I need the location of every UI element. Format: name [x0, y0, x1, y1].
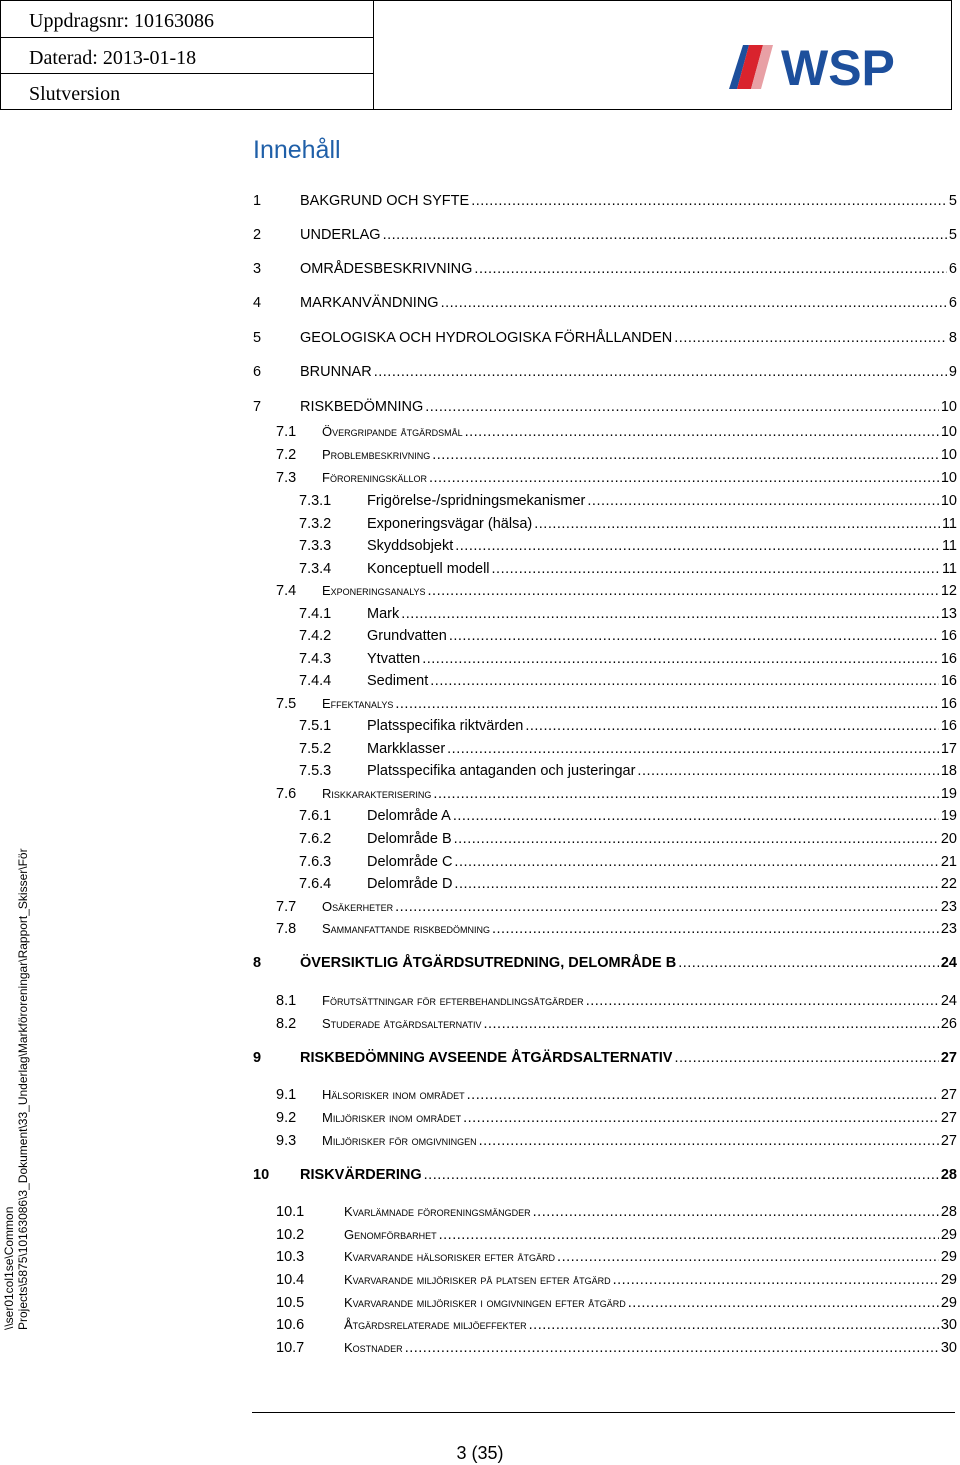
- toc-leader-dots: [628, 1292, 939, 1314]
- toc-leader-dots: [534, 513, 940, 535]
- toc-entry[interactable]: [276, 1269, 957, 1291]
- toc-entry-number: 7.5: [276, 696, 297, 712]
- toc-entry[interactable]: [276, 693, 957, 715]
- toc-entry[interactable]: [299, 625, 957, 647]
- toc-leader-dots: [465, 421, 939, 443]
- toc-entry-page: 30: [940, 1340, 957, 1356]
- toc-leader-dots: [395, 693, 939, 715]
- toc-entry-title: Delområde A: [367, 808, 451, 824]
- toc-entry-number: 7.5.1: [299, 718, 332, 734]
- toc-entry-number: 7.3.3: [299, 538, 332, 554]
- toc-entry-number: 7.3.2: [299, 516, 332, 532]
- toc-entry-page: 6: [948, 295, 957, 311]
- toc-entry-number: 10.4: [276, 1272, 305, 1288]
- toc-entry-page: 10: [940, 399, 957, 415]
- toc-entry[interactable]: [276, 1130, 957, 1152]
- toc-entry[interactable]: [276, 1084, 957, 1106]
- toc-entry-title: Platsspecifika antaganden och justeringar: [367, 763, 636, 779]
- toc-entry[interactable]: [276, 1337, 957, 1359]
- toc-entry-page: 27: [940, 1087, 957, 1103]
- toc-leader-dots: [467, 1084, 939, 1106]
- toc-entry-page: 10: [940, 470, 957, 486]
- toc-leader-dots: [447, 738, 939, 760]
- toc-entry-page: 10: [940, 447, 957, 463]
- toc-entry-number: 7.8: [276, 921, 297, 937]
- toc-entry-number: 10.3: [276, 1249, 305, 1265]
- toc-entry-page: 16: [940, 628, 957, 644]
- toc-entry-title: BAKGRUND OCH SYFTE: [300, 193, 470, 209]
- toc-entry[interactable]: [253, 224, 957, 246]
- toc-leader-dots: [586, 990, 939, 1012]
- toc-leader-dots: [429, 467, 939, 489]
- toc-entry-title: RISKBEDÖMNING AVSEENDE ÅTGÄRDSALTERNATIV: [300, 1050, 673, 1066]
- toc-entry-page: 30: [940, 1317, 957, 1333]
- toc-entry-title: Frigörelse-/spridningsmekanismer: [367, 493, 586, 509]
- toc-entry-page: 27: [940, 1050, 957, 1066]
- toc-entry-number: 10.5: [276, 1295, 305, 1311]
- toc-entry-title: Hälsorisker inom området: [322, 1087, 465, 1102]
- page-number: 3 (35): [456, 1443, 504, 1463]
- toc-entry-page: 24: [940, 955, 957, 971]
- toc-entry-number: 4: [253, 295, 262, 311]
- toc-entry-title: Mark: [367, 606, 400, 622]
- toc-entry-title: OMRÅDESBESKRIVNING: [300, 261, 473, 277]
- toc-entry-title: GEOLOGISKA OCH HYDROLOGISKA FÖRHÅLLANDEN: [300, 330, 673, 346]
- page-title: Innehåll: [253, 136, 341, 164]
- toc-entry[interactable]: [276, 580, 957, 602]
- toc-leader-dots: [454, 851, 938, 873]
- toc-entry[interactable]: [299, 873, 957, 895]
- toc-entry-number: 10.2: [276, 1227, 305, 1243]
- file-path-line: Projects\5875\10163086\3_Dokument\33_Underlag\Markföroreningar\Rapport_Skisser\För: [16, 848, 30, 1330]
- toc-entry-title: Riskkarakterisering: [322, 786, 432, 801]
- toc-entry[interactable]: [253, 190, 957, 212]
- toc-entry-number: 6: [253, 364, 262, 380]
- toc-leader-dots: [455, 535, 940, 557]
- toc-entry[interactable]: [276, 1013, 957, 1035]
- toc-leader-dots: [557, 1246, 939, 1268]
- toc-leader-dots: [587, 490, 938, 512]
- toc-entry-title: Studerade åtgärdsalternativ: [322, 1016, 482, 1031]
- toc-entry[interactable]: [253, 361, 957, 383]
- toc-entry-title: Problembeskrivning: [322, 447, 431, 462]
- toc-entry-number: 7.1: [276, 424, 297, 440]
- toc-entry-title: Sammanfattande riskbedömning: [322, 921, 490, 936]
- toc-entry-title: Markklasser: [367, 741, 446, 757]
- toc-entry-page: 26: [940, 1016, 957, 1032]
- toc-entry-number: 10.1: [276, 1204, 305, 1220]
- toc-entry-title: Kvarlämnade föroreningsmängder: [344, 1204, 531, 1219]
- toc-entry-title: Ytvatten: [367, 651, 421, 667]
- toc-entry-page: 8: [948, 330, 957, 346]
- toc-entry-title: Sediment: [367, 673, 429, 689]
- toc-entry-page: 27: [940, 1133, 957, 1149]
- toc-entry-number: 7.4.4: [299, 673, 332, 689]
- toc-leader-dots: [432, 444, 939, 466]
- toc-entry-number: 7.6: [276, 786, 297, 802]
- toc-leader-dots: [454, 873, 938, 895]
- toc-entry-title: Genomförbarhet: [344, 1227, 437, 1242]
- toc-entry[interactable]: [299, 670, 957, 692]
- toc-entry-number: 7.3.1: [299, 493, 332, 509]
- toc-entry-page: 23: [940, 899, 957, 915]
- toc-entry-page: 19: [940, 786, 957, 802]
- toc-entry-title: Effektanalys: [322, 696, 394, 711]
- toc-entry-number: 7.5.3: [299, 763, 332, 779]
- toc-entry-page: 29: [940, 1295, 957, 1311]
- toc-entry-number: 10.7: [276, 1340, 305, 1356]
- toc-entry-title: Skyddsobjekt: [367, 538, 454, 554]
- toc-entry-page: 29: [940, 1227, 957, 1243]
- footer-divider: [252, 1412, 955, 1413]
- toc-leader-dots: [637, 760, 938, 782]
- toc-entry-number: 7.6.1: [299, 808, 332, 824]
- toc-entry[interactable]: [299, 738, 957, 760]
- toc-entry[interactable]: [299, 513, 957, 535]
- toc-entry-number: 9.2: [276, 1110, 297, 1126]
- toc-entry-title: RISKVÄRDERING: [300, 1167, 422, 1183]
- toc-entry-title: Exponeringsvägar (hälsa): [367, 516, 533, 532]
- toc-entry[interactable]: [276, 1224, 957, 1246]
- toc-entry-page: 11: [941, 561, 957, 577]
- toc-entry[interactable]: [299, 851, 957, 873]
- toc-entry[interactable]: [253, 292, 957, 314]
- toc-entry-title: Kvarvarande miljörisker i omgivningen efter åtgärd: [344, 1295, 626, 1310]
- toc-entry-title: Delområde D: [367, 876, 453, 892]
- toc-leader-dots: [529, 1314, 939, 1336]
- toc-entry-title: Miljörisker för omgivningen: [322, 1133, 477, 1148]
- toc-entry-number: 5: [253, 330, 262, 346]
- toc-leader-dots: [492, 558, 940, 580]
- toc-leader-dots: [395, 896, 939, 918]
- toc-leader-dots: [533, 1201, 939, 1223]
- toc-entry-number: 7.6.2: [299, 831, 332, 847]
- toc-entry[interactable]: [276, 1292, 957, 1314]
- toc-entry-title: ÖVERSIKTLIG ÅTGÄRDSUTREDNING, DELOMRÅDE B: [300, 955, 677, 971]
- toc-entry-page: 13: [940, 606, 957, 622]
- toc-entry-number: 7.4.2: [299, 628, 332, 644]
- toc-entry-number: 7.6.4: [299, 876, 332, 892]
- wsp-logo: [729, 39, 929, 97]
- toc-leader-dots: [474, 258, 947, 280]
- toc-leader-dots: [453, 805, 939, 827]
- toc-entry[interactable]: [276, 1246, 957, 1268]
- toc-entry-title: Delområde C: [367, 854, 453, 870]
- toc-entry-title: MARKANVÄNDNING: [300, 295, 439, 311]
- toc-entry[interactable]: [276, 918, 957, 940]
- toc-entry[interactable]: [276, 1107, 957, 1129]
- toc-entry-page: 29: [940, 1249, 957, 1265]
- toc-entry-number: 9.1: [276, 1087, 297, 1103]
- toc-leader-dots: [428, 580, 939, 602]
- toc-entry[interactable]: [276, 467, 957, 489]
- toc-entry-title: Förutsättningar för efterbehandlingsåtgärder: [322, 993, 584, 1008]
- toc-leader-dots: [401, 603, 939, 625]
- toc-leader-dots: [674, 327, 947, 349]
- toc-entry-title: Konceptuell modell: [367, 561, 490, 577]
- header-info: [1, 1, 374, 109]
- toc-entry-title: Osäkerheter: [322, 899, 394, 914]
- toc-entry-number: 7: [253, 399, 262, 415]
- toc-leader-dots: [449, 625, 939, 647]
- toc-entry[interactable]: [276, 421, 957, 443]
- toc-entry-number: 8.2: [276, 1016, 297, 1032]
- toc-entry[interactable]: [299, 490, 957, 512]
- version: Slutversion: [1, 73, 373, 109]
- header-box: [0, 0, 952, 110]
- toc-entry-number: 7.7: [276, 899, 297, 915]
- toc-entry-number: 7.3: [276, 470, 297, 486]
- toc-entry[interactable]: [253, 1047, 957, 1069]
- toc-entry-title: Kvarvarande hälsorisker efter åtgärd: [344, 1249, 556, 1264]
- toc-entry[interactable]: [253, 258, 957, 280]
- toc-leader-dots: [525, 715, 939, 737]
- toc-entry-page: 22: [940, 876, 957, 892]
- toc-entry-number: 2: [253, 227, 262, 243]
- logo-text: WSP: [781, 40, 895, 96]
- toc-leader-dots: [492, 918, 939, 940]
- toc-entry[interactable]: [253, 327, 957, 349]
- toc-leader-dots: [439, 1224, 939, 1246]
- toc-leader-dots: [441, 292, 947, 314]
- toc-entry-title: Miljörisker inom området: [322, 1110, 462, 1125]
- toc-entry-number: 8: [253, 955, 262, 971]
- toc-entry-page: 12: [940, 583, 957, 599]
- toc-leader-dots: [463, 1107, 939, 1129]
- toc-entry[interactable]: [276, 1201, 957, 1223]
- file-path-line: \\ser01col1se\Common: [2, 1206, 16, 1330]
- toc-entry-number: 3: [253, 261, 262, 277]
- toc-entry-page: 23: [940, 921, 957, 937]
- toc-entry-page: 16: [940, 673, 957, 689]
- toc-entry[interactable]: [276, 896, 957, 918]
- toc-entry-page: 10: [940, 424, 957, 440]
- toc-entry-page: 20: [940, 831, 957, 847]
- toc-leader-dots: [471, 190, 947, 212]
- toc-entry-page: 11: [941, 538, 957, 554]
- toc-entry-number: 7.5.2: [299, 741, 332, 757]
- toc-entry-title: Åtgärdsrelaterade miljöeffekter: [344, 1317, 527, 1332]
- toc-entry-page: 9: [948, 364, 957, 380]
- toc-leader-dots: [405, 1337, 939, 1359]
- toc-entry-number: 7.3.4: [299, 561, 332, 577]
- toc-entry-page: 28: [940, 1167, 957, 1183]
- toc-entry-page: 11: [941, 516, 957, 532]
- toc-leader-dots: [430, 670, 939, 692]
- toc-entry[interactable]: [299, 715, 957, 737]
- toc-entry-number: 9: [253, 1050, 262, 1066]
- toc-entry[interactable]: [253, 952, 957, 974]
- toc-entry[interactable]: [276, 1314, 957, 1336]
- toc-entry-page: 27: [940, 1110, 957, 1126]
- toc-entry[interactable]: [276, 444, 957, 466]
- toc-leader-dots: [613, 1269, 939, 1291]
- toc-entry-page: 10: [940, 493, 957, 509]
- toc-entry-page: 6: [948, 261, 957, 277]
- toc-leader-dots: [422, 648, 939, 670]
- toc-entry-number: 10: [253, 1167, 270, 1183]
- toc-leader-dots: [425, 396, 939, 418]
- toc-leader-dots: [674, 1047, 938, 1069]
- toc-entry-page: 16: [940, 651, 957, 667]
- toc-entry-title: RISKBEDÖMNING: [300, 399, 424, 415]
- toc-entry-page: 21: [940, 854, 957, 870]
- toc-entry[interactable]: [253, 396, 957, 418]
- toc-entry[interactable]: [299, 760, 957, 782]
- toc-entry-number: 7.4.3: [299, 651, 332, 667]
- toc-entry-number: 1: [253, 193, 262, 209]
- toc-entry-title: Föroreningskällor: [322, 470, 427, 485]
- toc-entry-page: 5: [948, 227, 957, 243]
- toc-entry[interactable]: [299, 603, 957, 625]
- file-path-sidebar: [2, 848, 30, 1330]
- toc-entry-page: 29: [940, 1272, 957, 1288]
- toc-entry-number: 7.6.3: [299, 854, 332, 870]
- toc-entry-title: Exponeringsanalys: [322, 583, 426, 598]
- toc-leader-dots: [678, 952, 939, 974]
- toc-entry[interactable]: [253, 1164, 957, 1186]
- toc-entry[interactable]: [299, 805, 957, 827]
- toc-leader-dots: [433, 783, 938, 805]
- toc-entry[interactable]: [299, 648, 957, 670]
- toc-entry-title: Platsspecifika riktvärden: [367, 718, 524, 734]
- date: Daterad: 2013-01-18: [1, 37, 373, 73]
- toc-entry-number: 8.1: [276, 993, 297, 1009]
- assignment-number: Uppdragsnr: 10163086: [29, 10, 214, 32]
- toc-leader-dots: [479, 1130, 939, 1152]
- toc-entry-title: Grundvatten: [367, 628, 447, 644]
- toc-entry-page: 18: [940, 763, 957, 779]
- toc-entry[interactable]: [299, 558, 957, 580]
- toc-entry-title: BRUNNAR: [300, 364, 372, 380]
- toc-entry-number: 9.3: [276, 1133, 297, 1149]
- toc-entry[interactable]: [299, 828, 957, 850]
- toc-entry-title: Övergripande åtgärdsmål: [322, 424, 463, 439]
- toc-entry-number: 7.4: [276, 583, 297, 599]
- toc-entry-title: Delområde B: [367, 831, 452, 847]
- toc-entry-title: Kvarvarande miljörisker på platsen efter åtgärd: [344, 1272, 611, 1287]
- toc-entry-page: 24: [940, 993, 957, 1009]
- toc-entry-page: 16: [940, 696, 957, 712]
- toc-leader-dots: [483, 1013, 938, 1035]
- toc-leader-dots: [374, 361, 947, 383]
- toc-entry-page: 16: [940, 718, 957, 734]
- toc-entry-page: 5: [948, 193, 957, 209]
- toc-entry[interactable]: [276, 783, 957, 805]
- toc-entry-number: 7.4.1: [299, 606, 332, 622]
- toc-leader-dots: [454, 828, 939, 850]
- toc-entry-page: 19: [940, 808, 957, 824]
- toc-entry[interactable]: [299, 535, 957, 557]
- toc-entry[interactable]: [276, 990, 957, 1012]
- toc-entry-title: UNDERLAG: [300, 227, 381, 243]
- toc-entry-page: 17: [940, 741, 957, 757]
- toc-entry-number: 10.6: [276, 1317, 305, 1333]
- toc-entry-page: 28: [940, 1204, 957, 1220]
- toc-leader-dots: [383, 224, 947, 246]
- toc-entry-title: Kostnader: [344, 1340, 403, 1355]
- toc-entry-number: 7.2: [276, 447, 297, 463]
- toc-leader-dots: [424, 1164, 939, 1186]
